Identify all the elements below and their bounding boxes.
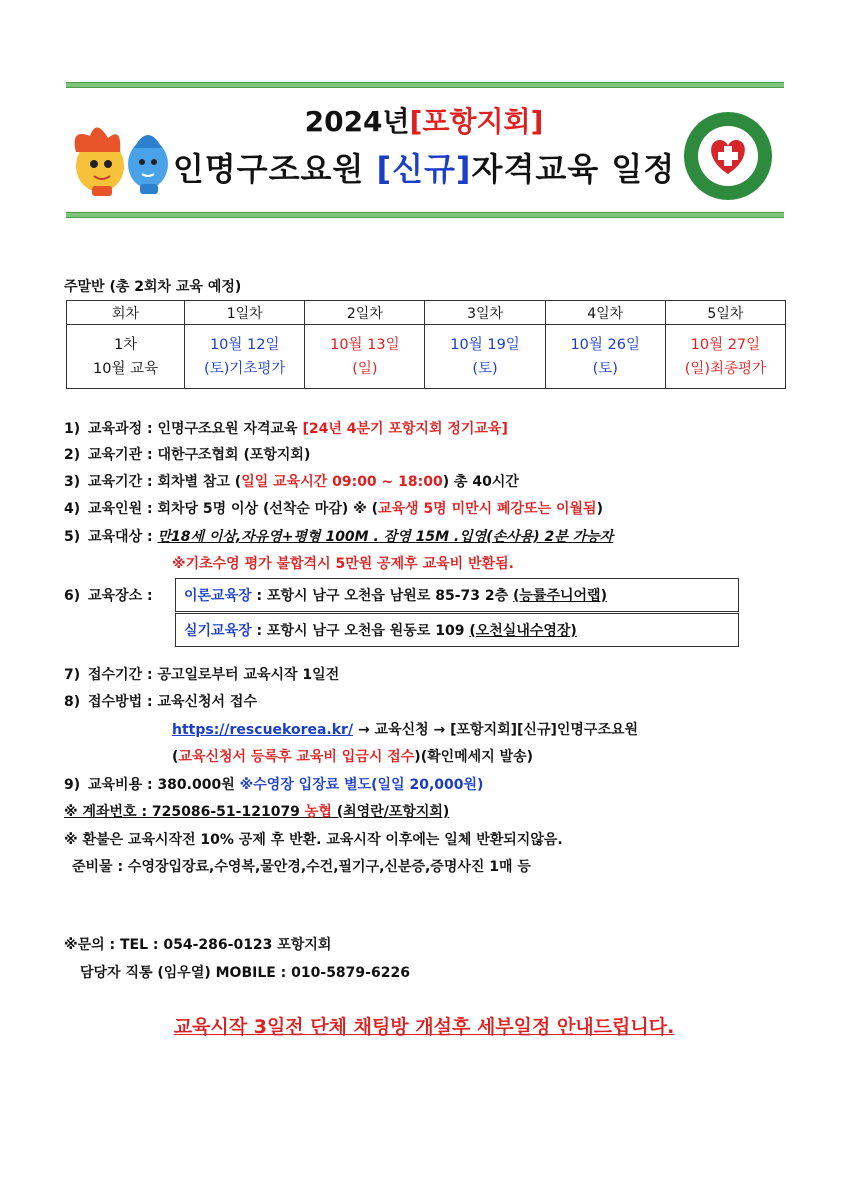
rescuekorea-link[interactable]: https://rescuekorea.kr/ [172, 722, 354, 738]
table-row [67, 325, 786, 389]
footer-notice: 교육시작 3일전 단체 채팅방 개설후 세부일정 안내드립니다. [173, 1016, 675, 1038]
contact-mobile: 담당자 직통 (임우열) MOBILE : 010-5879-6226 [80, 965, 410, 981]
account-number: ※ 계좌번호 : 725086-51-121079 농협 (최영란/포항지회) [64, 804, 450, 820]
page-title: 인명구조요원 [신규]자격교육 일정 [172, 150, 676, 188]
cell-day1: 10월 12일 (토)기초평가 [185, 325, 305, 389]
header-day4: 4일차 [545, 301, 665, 325]
contact-tel: ※문의 : TEL : 054-286-0123 포항지회 [64, 937, 332, 953]
cell-round: 1차 10월 교육 [67, 325, 185, 389]
cell-day2: 10월 13일 (일) [305, 325, 425, 389]
application-link-line: https://rescuekorea.kr/ → 교육신청 → [포항지회][신규]인명구조요원 [172, 722, 639, 738]
item-target-note: ※기초수영 평가 불합격시 5만원 공제후 교육비 반환됨. [172, 556, 514, 572]
refund-policy: ※ 환불은 교육시작전 10% 공제 후 반환. 교육시작 이후에는 일체 반환되지않음. [64, 832, 563, 848]
preparation-items: 준비물 : 수영장입장료,수영복,물안경,수건,필기구,신분증,증명사진 1매 등 [72, 859, 531, 875]
item-application-method: 8) 접수방법 : 교육신청서 접수 [64, 694, 257, 710]
schedule-table [66, 300, 786, 389]
item-course: 1) 교육과정 : 인명구조요원 자격교육 [24년 4분기 포항지회 정기교육] [64, 421, 508, 437]
cell-day4: 10월 26일 (토) [545, 325, 665, 389]
header-day3: 3일차 [425, 301, 545, 325]
theory-location-box: 이론교육장 : 포항시 남구 오천읍 남원로 85-73 2층 (능률주니어랩) [175, 578, 739, 612]
item-capacity: 4) 교육인원 : 회차당 5명 이상 (선착순 마감) ※ (교육생 5명 미만시 폐강또는 이월됨) [64, 501, 603, 517]
top-divider [66, 82, 784, 88]
application-note: (교육신청서 등록후 교육비 입금시 접수)(확인메세지 발송) [172, 749, 534, 765]
header-round: 회차 [67, 301, 185, 325]
header-day5: 5일차 [665, 301, 785, 325]
header-day2: 2일차 [305, 301, 425, 325]
cell-day3: 10월 19일 (토) [425, 325, 545, 389]
item-application-period: 7) 접수기간 : 공고일로부터 교육시작 1일전 [64, 667, 340, 683]
practice-location-box: 실기교육장 : 포항시 남구 오천읍 원동로 109 (오천실내수영장) [175, 613, 739, 647]
item-period: 3) 교육기간 : 회차별 참고 (일일 교육시간 09:00 ~ 18:00) 총 40시간 [64, 474, 519, 490]
item-location: 6) 교육장소 : [64, 588, 153, 604]
item-target: 5) 교육대상 : 만18세 이상,자유영+평형 100M . 잠영 15M .입영(손사용) 2분 가능자 [64, 529, 614, 545]
schedule-caption: 주말반 (총 2회차 교육 예정) [64, 279, 242, 295]
bottom-divider [66, 212, 784, 218]
item-fee: 9) 교육비용 : 380.000원 ※수영장 입장료 별도(일일 20,000원) [64, 777, 484, 793]
association-logo-icon [682, 110, 774, 202]
header-day1: 1일차 [185, 301, 305, 325]
item-institution: 2) 교육기관 : 대한구조협회 (포항지회) [64, 447, 311, 463]
table-header-row [67, 301, 786, 325]
page-title-year: 2024년[포항지회] [304, 105, 544, 138]
cell-day5: 10월 27일 (일)최종평가 [665, 325, 785, 389]
